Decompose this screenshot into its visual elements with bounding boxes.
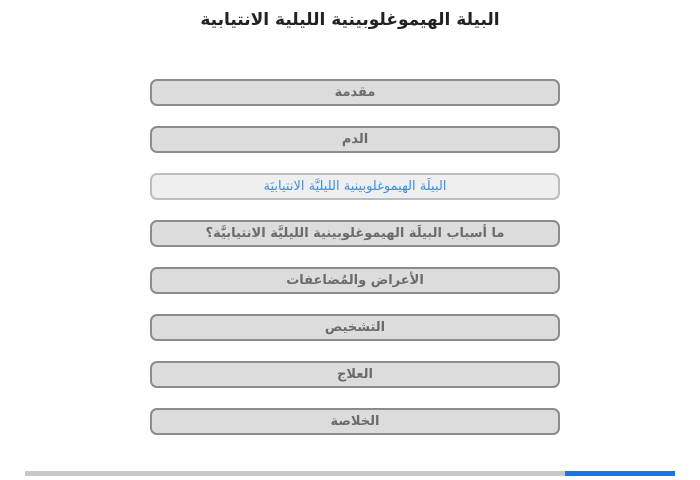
chapter-menu — [150, 79, 560, 455]
menu-item-summary[interactable]: الخلاصة — [150, 408, 560, 435]
menu-item-diagnosis[interactable]: التشخيص — [150, 314, 560, 341]
menu-item-causes[interactable]: ما أسباب البيلَة الهيموغلوبينية الليليَّة الانتيابيَّة؟ — [150, 220, 560, 247]
menu-item-introduction[interactable]: مقدمة — [150, 79, 560, 106]
progress-bar — [25, 471, 675, 476]
menu-item-pnh[interactable]: البيلَة الهيموغلوبينية الليليَّة الانتيابيَة — [150, 173, 560, 200]
menu-item-treatment[interactable]: العلاج — [150, 361, 560, 388]
menu-item-blood[interactable]: الدم — [150, 126, 560, 153]
page-title: البيلة الهيموغلوبينية الليلية الانتيابية — [200, 10, 500, 30]
progress-bar-fill — [565, 471, 676, 476]
menu-item-symptoms[interactable]: الأعراض والمُضاعفات — [150, 267, 560, 294]
